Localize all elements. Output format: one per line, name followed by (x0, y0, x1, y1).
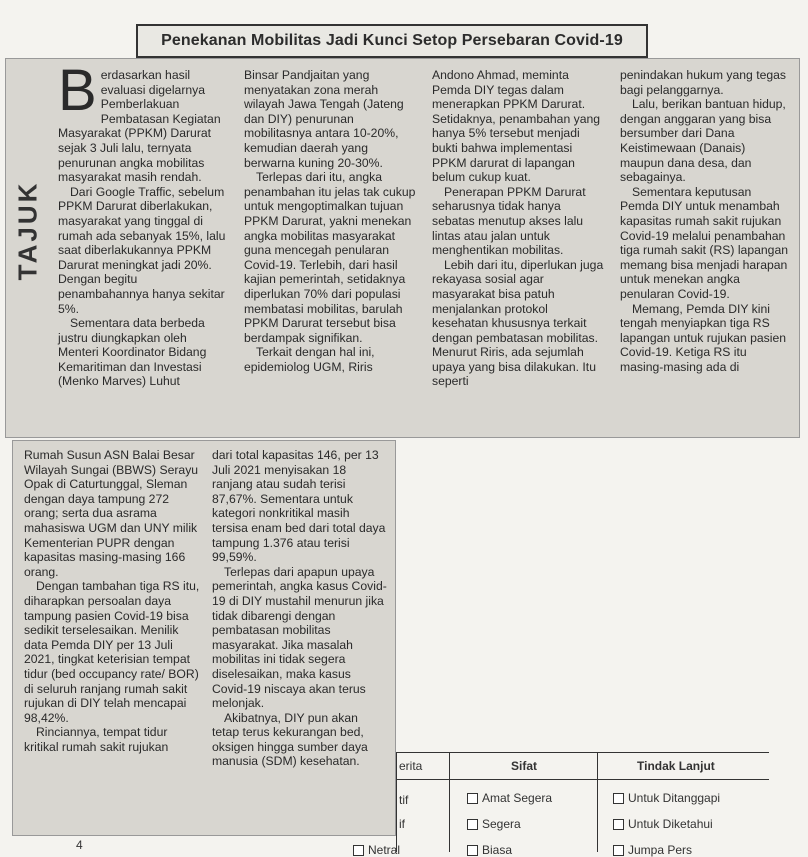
paragraph: Lebih dari itu, diperlukan juga rekayasa sosial agar masyarakat bisa patuh menjalankan protokol kesehatan khususnya terkait dengan pembatasan mobilitas. Menurut Riris, ada sejumlah upaya yang bisa dilakukan. Itu seperti (432, 257, 604, 389)
page-number: 4 (76, 838, 83, 852)
article-column-2 (244, 68, 416, 374)
paragraph: Binsar Pandjaitan yang menyatakan zona merah wilayah Jawa Tengah (Jateng dan DIY) penurunan mobilitasnya antara 10-20%, kemudian daerah yang berwarna kuning 20-30%. (244, 68, 404, 170)
paragraph: Rinciannya, tempat tidur kritikal rumah sakit rujukan (24, 725, 169, 754)
checkbox[interactable] (467, 793, 478, 804)
checkbox[interactable] (613, 793, 624, 804)
headline-box (136, 24, 648, 58)
paragraph: Terlepas dari itu, angka penambahan itu jelas tak cukup untuk mengoptimalkan tujuan PPKM Darurat, yakni menekan angka mobilitas masyarakat guna mencegah penularan Covid-19. Terlebih, dari hasil kajian pemerintah, setidaknya diperlukan 70% dari populasi membatasi mobilitas, barulah PPKM Darurat tersebut bisa berdampak signifikan. (244, 170, 416, 345)
checkbox[interactable] (613, 845, 624, 856)
headline: Penekanan Mobilitas Jadi Kunci Setop Persebaran Covid-19 (161, 32, 623, 49)
paragraph: Dengan tambahan tiga RS itu, diharapkan persoalan daya tampung pasien Covid-19 bisa sedikit terselesaikan. Menilik data Pemda DIY per 13 Juli 2021, tingkat keterisian tempat tidur (bed occupancy rate/ BOR) di seluruh ranjang rumah sakit rujukan di DIY telah mencapai 98,42%. (24, 579, 200, 725)
paragraph: penindakan hukum yang tegas bagi pelanggarnya. (620, 68, 787, 97)
paragraph: Sementara data berbeda justru diungkapkan oleh Menteri Koordinator Bidang Kemaritiman dan Investasi (Menko Marves) Luhut (58, 316, 207, 389)
paragraph: Penerapan PPKM Darurat seharusnya tidak hanya sebatas menutup akses lalu lintas atau jalan untuk menghentikan mobilitas. (432, 184, 586, 258)
article-column-6 (212, 448, 388, 769)
paragraph: Rumah Susun ASN Balai Besar Wilayah Sungai (BBWS) Serayu Opak di Caturtunggal, Sleman dengan daya tampung 272 orang; serta dua asrama mahasiswa UGM dan UNY milik Kementerian PUPR dengan kapasitas masing-masing 166 orang. (24, 448, 199, 579)
paragraph: Memang, Pemda DIY kini tengah menyiapkan tiga RS lapangan untuk rujukan pasien Covid-19. Ketiga RS itu masing-masing ada di (620, 301, 787, 374)
form-cell-amat-segera[interactable]: Amat Segera (467, 791, 552, 805)
form-cell-untuk-diketahui[interactable]: Untuk Diketahui (613, 817, 713, 831)
paragraph: Sementara keputusan Pemda DIY untuk menambah kapasitas rumah sakit rujukan Covid-19 melalui penambahan tiga rumah sakit (RS) lapangan memang bisa menjadi harapan untuk menekan angka penularan Covid-19. (620, 184, 789, 301)
paragraph: dari total kapasitas 146, per 13 Juli 2021 menyisakan 18 ranjang atau sudah terisi 87,67%. Sementara untuk kategori nonkritikal masih tersisa enam bed dari total daya tampung 1.376 atau terisi 99,59%. (212, 448, 386, 565)
column-divider (597, 753, 598, 852)
checkbox[interactable] (467, 819, 478, 830)
checkbox[interactable] (467, 845, 478, 856)
checkbox[interactable] (353, 845, 364, 856)
form-cell-berita-1: tif (399, 793, 409, 807)
form-cell-berita-3[interactable]: Netral (353, 843, 400, 857)
paragraph: Terlepas dari apapun upaya pemerintah, angka kasus Covid-19 di DIY mustahil menurun jika tidak dibarengi dengan pembatasan mobilitas masyarakat. Jika masalah mobilitas ini tidak segera diselesaikan, maka kasus Covid-19 niscaya akan terus melonjak. (212, 564, 387, 711)
form-cell-segera[interactable]: Segera (467, 817, 521, 831)
form-cell-jumpa-pers[interactable]: Jumpa Pers (613, 843, 692, 857)
paragraph: Terkait dengan hal ini, epidemiolog UGM, Riris (244, 345, 375, 374)
form-header-sifat: Sifat (511, 759, 538, 773)
form-cell-berita-2: if (399, 817, 405, 831)
column-divider (449, 753, 450, 852)
article-column-5 (24, 448, 200, 754)
form-header-tindak-lanjut: Tindak Lanjut (637, 759, 715, 773)
dropcap: B (58, 58, 97, 123)
header-divider (397, 779, 769, 780)
checkbox[interactable] (613, 819, 624, 830)
paragraph: Lalu, berikan bantuan hidup, dengan anggaran yang bisa bersumber dari Dana Keistimewaan (Danais) maupun dana desa, dan sebagainya. (620, 97, 786, 185)
form-header-berita: erita (399, 759, 423, 773)
paragraph: erdasarkan hasil evaluasi digelarnya Pemberlakuan Pembatasan Kegiatan Masyarakat (PPKM) Darurat sejak 3 Juli lalu, ternyata penurunan angka mobilitas masyarakat masih rendah. (58, 68, 221, 185)
paragraph: Andono Ahmad, meminta Pemda DIY tegas dalam menerapkan PPKM Darurat. Setidaknya, penambahan yang hanya 5% tersebut menjadi bukti bahwa implementasi PPKM darurat di lapangan belum cukup kuat. (432, 68, 601, 185)
form-cell-untuk-ditanggapi[interactable]: Untuk Ditanggapi (613, 791, 720, 805)
article-column-3 (432, 68, 604, 389)
paragraph: Dari Google Traffic, sebelum PPKM Darurat diberlakukan, masyarakat yang tinggal di rumah ada sebanyak 15%, lalu saat diberlakukannya PPKM Darurat meningkat jadi 20%. Dengan begitu penambahannya hanya sekitar 5%. (58, 184, 226, 316)
article-column-1 (58, 58, 230, 389)
paragraph: Akibatnya, DIY pun akan tetap terus kekurangan bed, oksigen hingga sumber daya manusia (SDM) kesehatan. (212, 710, 368, 769)
classification-form (368, 752, 769, 857)
form-cell-biasa[interactable]: Biasa (467, 843, 512, 857)
section-label: TAJUK (12, 180, 43, 280)
article-column-4 (620, 68, 792, 374)
